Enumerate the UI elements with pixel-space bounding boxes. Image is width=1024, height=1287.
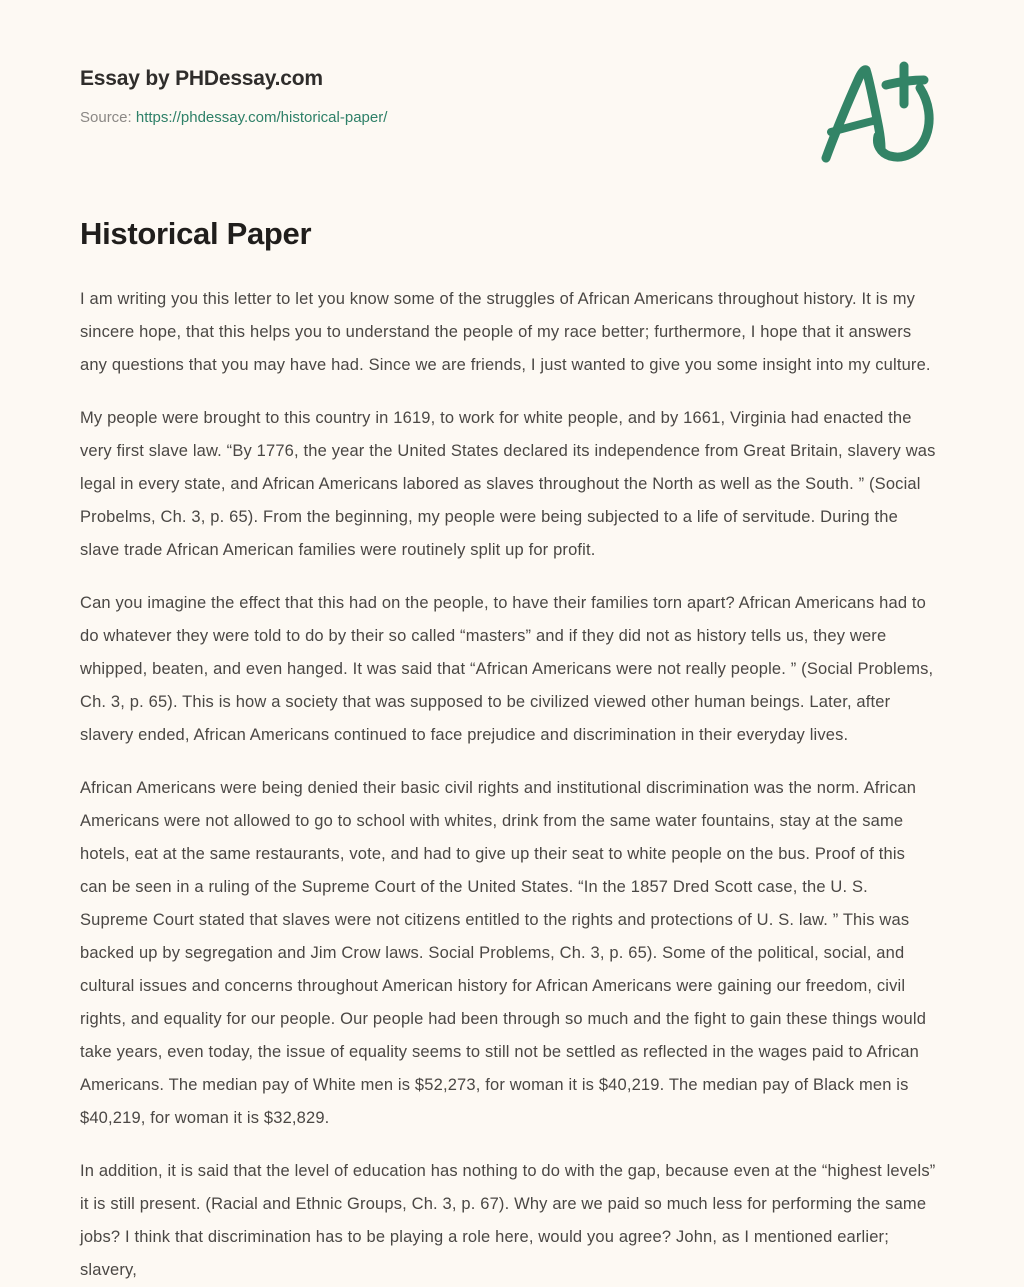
- page-title: Historical Paper: [80, 216, 312, 251]
- paragraph: In addition, it is said that the level of education has nothing to do with the gap, because even at the “highest levels” it is still present. (Racial and Ethnic Groups, Ch. 3, p. 67). Why are we paid so much less for performing the same jobs? I think that discrimination has to be playing a role here, would you agree? John, as I mentioned earlier; slavery,: [80, 1162, 936, 1279]
- paragraph: African Americans were being denied their basic civil rights and institutional discrimination was the norm. African Americans were not allowed to go to school with whites, drink from the same water fountains, stay at the same hotels, eat at the same restaurants, vote, and had to give up their seat to white people on the bus. Proof of this can be seen in a ruling of the Supreme Court of the United States. “In the 1857 Dred Scott case, the U. S. Supreme Court stated that slaves were not citizens entitled to the rights and protections of U. S. law. ” This was backed up by segregation and Jim Crow laws. Social Problems, Ch. 3, p. 65). Some of the political, social, and cultural issues and concerns throughout American history for African Americans were gaining our freedom, civil rights, and equality for our people. Our people had been through so much and the fight to gain these things would take years, even today, the issue of equality seems to still not be settled as reflected in the wages paid to African Americans. The median pay of White men is $52,273, for woman it is $40,219. The median pay of Black men is $40,219, for woman it is $32,829.: [80, 779, 927, 1127]
- paragraph: My people were brought to this country in 1619, to work for white people, and by 1661, Virginia had enacted the very first slave law. “By 1776, the year the United States declared its independence from Great Britain, slavery was legal in every state, and African Americans labored as slaves throughout the North as well as the South. ” (Social Probelms, Ch. 3, p. 65). From the beginning, my people were being subjected to a life of servitude. During the slave trade African American families were routinely split up for profit.: [80, 409, 936, 559]
- source-url-link[interactable]: https://phdessay.com/historical-paper/: [135, 109, 388, 126]
- page-header: [80, 0, 944, 126]
- source-label: Source:: [80, 109, 132, 126]
- a-plus-logo: [814, 58, 944, 168]
- brand-title: Essay by PHDessay.com: [80, 67, 323, 90]
- paragraph: I am writing you this letter to let you know some of the struggles of African Americans throughout history. It is my sincere hope, that this helps you to understand the people of my race better; furthermore, I hope that it answers any questions that you may have had. Since we are friends, I just wanted to give you some insight into my culture.: [80, 290, 931, 374]
- essay-body: [80, 253, 944, 1287]
- paragraph: Can you imagine the effect that this had on the people, to have their families torn apart? African Americans had to do whatever they were told to do by their so called “masters” and if they did not as history tells us, they were whipped, beaten, and even hanged. It was said that “African Americans were not really people. ” (Social Problems, Ch. 3, p. 65). This is how a society that was supposed to be civilized viewed other human beings. Later, after slavery ended, African Americans continued to face prejudice and discrimination in their everyday lives.: [80, 594, 934, 744]
